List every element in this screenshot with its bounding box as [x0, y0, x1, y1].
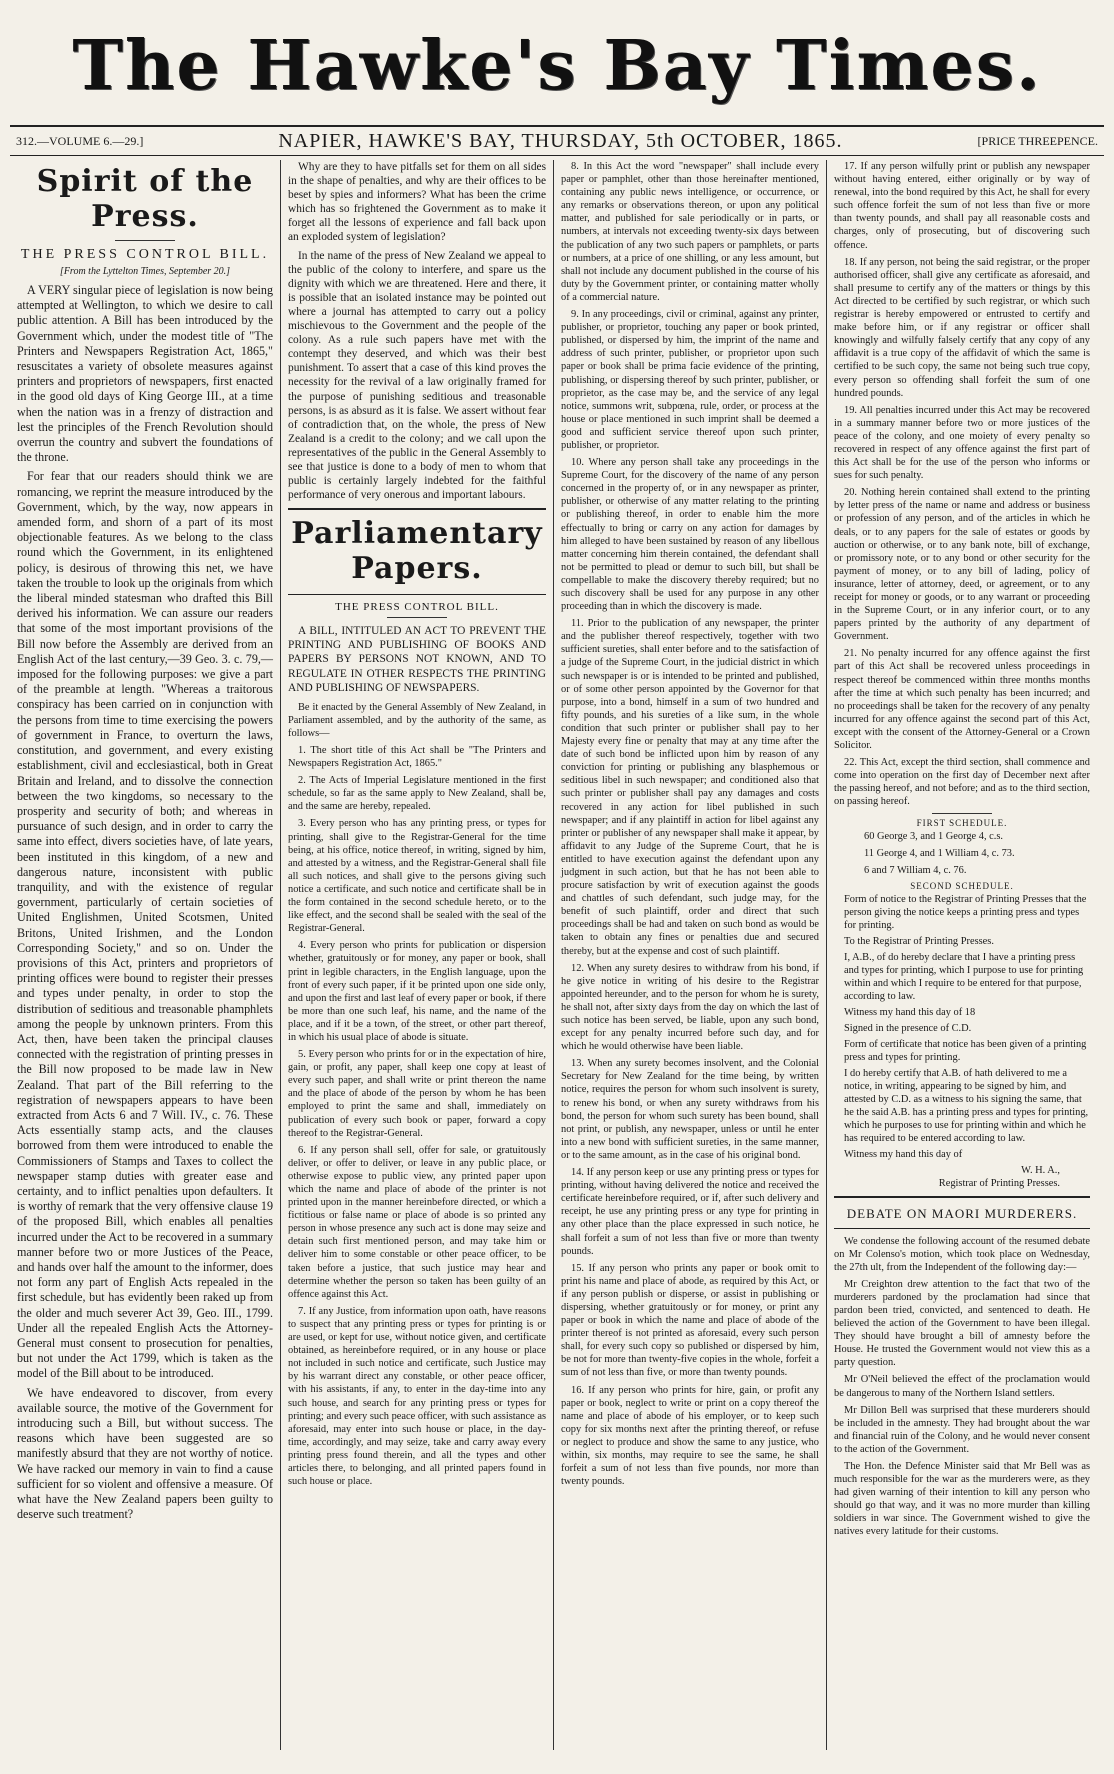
first-schedule-heading: FIRST SCHEDULE. — [916, 817, 1008, 828]
newspaper-page — [10, 10, 1104, 1754]
article-credit: [From the Lyttelton Times, September 20.] — [59, 266, 231, 277]
bill-clause: 16. If any person who prints for hire, gain, or profit any paper or book, neglect to write or print on a copy thereof the name and place of abode of his employer, or to keep such copy for six months next after the printing thereof, or refuse or neglect to produce and show the same to any justice, who within, six months, may require to see the same, he shall forfeit a sum of not less than five pounds, nor more than twenty pounds. — [561, 1384, 819, 1488]
date-bar — [10, 125, 1104, 156]
columns — [10, 160, 1104, 1750]
schedule-act: 6 and 7 William 4, c. 76. — [864, 864, 967, 876]
bill-clause: 18. If any person, not being the said registrar, or the proper authorised officer, shall give any certificate as aforesaid, and shall presume to certify any of the matters or things by this Act directed to be certified by such registrar, or which such registrar is hereby empowered or entrusted to certify and make before him, or if any registrar or officer shall knowingly and wilfully falsely certify that any copy of any affidavit is a true copy of the affidavit of which the same is certified to be such copy, the same not being such true copy, every person so offending shall forfeit the sum of one hundred pounds. — [834, 256, 1090, 399]
price: [PRICE THREEPENCE. — [977, 133, 1098, 148]
schedule-form-line: I do hereby certify that A.B. of hath delivered to me a notice, in writing, appearing to be signed by him, and attested by C.D. as a witness to his signing the same, that he the said A.B. has a printing press and types for printing, which he purposes to use for printing within and which he has required to be entered according to law. — [844, 1067, 1089, 1144]
bill-clause: 17. If any person wilfully print or publish any newspaper without having entered, either originally or by way of renewal, into the bond required by this Act, he shall for every such offence forfeit the sum of not less than five or more than twenty pounds, and shall pay all reasonable costs and charges, only of prosecuting, but of discovering such offence. — [834, 161, 1090, 251]
bill-clause: 8. In this Act the word "newspaper" shall include every paper or pamphlet, other than those hereinafter mentioned, containing any public news intelligence, or occurrence, or any remarks or observations thereon, or upon any political matter, and published for sale periodically or in parts, or numbers, at intervals not exceeding twenty-six days between the publication of any two such papers or pamphlets, or parts or numbers, at a price of one shilling, or any less amount, but shall not include any document published in the course of his duty by the Government printer, or containing matter wholly of a commercial nature. — [561, 161, 819, 303]
section-heading-spirit-of-the-press: Spirit of the Press. — [36, 164, 254, 234]
column-4 — [827, 160, 1097, 1750]
masthead — [10, 10, 1104, 125]
bill-clause: 3. Every person who has any printing press, or types for printing, shall give to the Registrar-General for the time being, at his office, notice thereof, in writing, signed by him, and attested by a witness, and the Registrar-General shall file all such notices, and shall give to the persons giving such notice a certificate, and such notice and certificate shall be in the form contained in the second schedule hereto, or to the like effect, and the second shall be sealed with the seal of the Registrar-General. — [288, 818, 546, 935]
bill-clause: 14. If any person keep or use any printing press or types for printing, without having delivered the notice and received the certificate hereinbefore required, or if, after such delivery and receipt, he use any printing press or any type for printing in any other place than the place expressed in such notice, he shall forfeit a sum of not less than five or more than twenty pounds. — [561, 1167, 819, 1257]
bill-clause: 20. Nothing herein contained shall extend to the printing by letter press of the name or name and address or business or profession of any person, and of the articles in which he deals, or to any papers for the sale of estates or goods by auction or otherwise, or to any bank note, bill of exchange, or promissory note, or to any bond or other security for the payment of money, or to any bill of lading, policy of insurance, letter of attorney, deed, or agreement, or to any receipt for money or goods, or to any warrant or proceeding in the Supreme Court, or in any inferior court, or to any papers printed by the authority of any department of Government. — [834, 487, 1090, 643]
newspaper-title: The Hawke's Bay Times. — [72, 26, 1042, 106]
schedule-form-line: I, A.B., of do hereby declare that I have a printing press and types for printing, which I purpose to use for printing within and which I require to be entered for that purpose, according to law. — [844, 951, 1084, 1002]
bill-clause: 1. The short title of this Act shall be "The Printers and Newspapers Registration Act, 1865." — [288, 745, 546, 770]
article-title: THE PRESS CONTROL BILL. — [20, 247, 270, 262]
bill-clause: 4. Every person who prints for publication or dispersion whether, gratuitously or for money, any paper or book, shall print in legible characters, in the English language, upon the front of every such paper, if it be printed upon one side only, and upon the first and last leaf of every paper or book, if there be more than one such leaf, his name, and the name of the place, and if it be a town, of the street, or other part thereof, in which his usual place of abode is situate. — [288, 940, 546, 1043]
registrar-signature-title: Registrar of Printing Presses. — [938, 1177, 1060, 1189]
debate-paragraph: We condense the following account of the resumed debate on Mr Colenso's motion, which took place on Wednesday, the 27th ult, from the Independent of the following day:— — [834, 1235, 1090, 1273]
debate-paragraph: The Hon. the Defence Minister said that Mr Bell was as much responsible for the war as the murderers were, as they had given warning of their intention to kill any person who should go that way, and it was no more murder than killing soldiers in war since. The Government wished to give the natives every latitude for their customs. — [834, 1461, 1090, 1538]
bill-clause: 22. This Act, except the third section, shall commence and come into operation on the first day of December next after the passing hereof, and not before; and as to the third section, on passing hereof. — [834, 757, 1090, 808]
debate-paragraph: Mr O'Neil believed the effect of the proclamation would be dangerous to many of the Northern Island settlers. — [834, 1374, 1090, 1399]
section-heading-parliamentary-papers: Parliamentary Papers. — [291, 516, 543, 587]
section-box — [834, 1196, 1090, 1229]
bill-clause: 9. In any proceedings, civil or criminal, against any printer, publisher, or proprietor, touching any paper or book printed, published, or dispersed by him, the imprint of the name and address of such printer, publisher, or proprietor upon such paper or book shall be prima facie evidence of the printing, publishing, or dispersing thereof by such printer, publisher, or proprietor, as the case may be, and the service of any legal notice, summons writ, subpœna, rule, order, or process at the house or place mentioned in such imprint shall be deemed a good and sufficient service thereof upon such printer, publisher, or proprietor. — [561, 309, 819, 451]
schedule-form-line: Form of notice to the Registrar of Printing Presses that the person giving the notice keeps a printing press and types for printing. — [844, 893, 1087, 931]
bill-clause: 11. Prior to the publication of any newspaper, the printer and the publisher thereof respectively, together with two sufficient sureties, shall enter before and to the satisfaction of a judge of the Supreme Court, in the judicial district in which such newspaper is or is intended to be printed and published, or of some other person appointed by the Governor for that purpose, into a bond, himself in a sum of two hundred and fifty pounds, and his sureties of a like sum, in the whole condition that such printer or publisher shall pay to her Majesty every fine or penalty that may at any time after the date of such bond be inflicted upon him by reason of any conviction for printing or publishing any blasphemous or seditious libel in such newspaper; and conditioned also that such printer or publisher shall pay any damages and costs recovered in any action for libel published in such newspaper; and if any plaintiff in action for libel against any printer or publisher of any newspaper shall make it appear, by affidavit to any Judge of the Supreme Court, that he is entitled to have execution against the defendant upon any judgment in such action, but that he has not been able to procure satisfaction by writ of execution against the goods and chattles of such defendant, such judge may, for the benefit of such plaintiff, order and direct that such proceedings shall be had and taken on such bond as would be taken to obtain any fines or penalties due and secured thereby, but at the expense and cost of such plaintiff. — [561, 618, 819, 957]
bill-clause: 19. All penalties incurred under this Act may be recovered in a summary manner before two or more justices of the peace of the colony, and one moiety of every penalty so recovered in respect of any offence against the first part of this Act shall be for the use of the person who informs or sues for such penalty. — [834, 404, 1090, 482]
section-box — [288, 508, 546, 595]
bill-clause: 5. Every person who prints for or in the expectation of hire, gain, or profit, any paper, shall keep one copy at least of every such paper, and shall write or print thereon the name and the place of abode of the person by whom he has been employed to print the same and shall, immediately on publication of every such book or paper, forward a copy thereof to the Registrar-General. — [288, 1049, 546, 1139]
column-2 — [281, 160, 553, 1750]
schedule-form-line: Witness my hand this day of 18 — [844, 1006, 976, 1018]
volume-number: 312.—VOLUME 6.—29.] — [16, 133, 144, 148]
bill-clause: 15. If any person who prints any paper or book omit to print his name and place of abode, as required by this Act, or if any person publish or disperse, or assist in publishing or dispersing, whether gratuitously or for money, or print any paper or book in which the name and place of abode of the printer thereof is not printed as aforesaid, every such person shall, for every such copy so published or dispersed by him, be not for more than twenty-five copies in the whole, forfeit a sum of not less than five, or more than twenty pounds. — [561, 1262, 819, 1379]
schedule-form-line: Form of certificate that notice has been given of a printing press and types for printing. — [844, 1038, 1087, 1063]
article-paragraph: A VERY singular piece of legislation is now being attempted at Wellington, to which we desire to call public attention. A Bill has been introduced by the Government which, under the modest title of "The Printers and Newspapers Registration Act, 1865," resuscitates a variety of obsolete measures against printers and proprietors of newspapers, first enacted in the good old days of King George III., at a time when the nation was in a frenzy of distraction and lest the principles of the French Revolution should overrun the country and subvert the foundations of the throne. — [17, 283, 273, 465]
bill-clause: 2. The Acts of Imperial Legislature mentioned in the first schedule, so far as the same apply to New Zealand, shall be, and the same are hereby, repealed. — [288, 775, 546, 813]
divider — [932, 813, 992, 814]
bill-preamble: A BILL, INTITULED AN ACT TO PREVENT THE PRINTING AND PUBLISHING OF BOOKS AND PAPERS BY PERSONS NOT KNOWN, AND TO REGULATE IN OTHER RESPECTS THE PRINTING AND PUBLISHING OF NEWSPAPERS. — [288, 625, 546, 694]
column-1 — [10, 160, 280, 1750]
bill-clause: 21. No penalty incurred for any offence against the first part of this Act shall be recovered unless proceedings in respect thereof be commenced within three months months after the time at which such penalty has been incurred; and no proceedings shall be taken for the recovery of any penalty incurred for any offence against the second part of this Act, except with the consent of the Attorney-General or a Crown Solicitor. — [834, 648, 1090, 752]
debate-title: DEBATE ON MAORI MURDERERS. — [846, 1205, 1078, 1221]
debate-paragraph: Mr Creighton drew attention to the fact that two of the murderers pardoned by the proclamation had since that pardon been tried, convicted, and sentenced to death. He believed the action of the Government to have been illegal. They should have brought a bill of amnesty before the House. He trusted the Government would not view this as a party question. — [834, 1278, 1090, 1369]
bill-clause: 12. When any surety desires to withdraw from his bond, if he give notice in writing of his desire to the Registrar appointed hereunder, and to the person for whom he is surety, he shall not, after sixty days from the day on which the last of such notice has been served, be liable, upon any such bond, except for any penalty incurred before such day, and for which he would otherwise have been liable. — [561, 962, 819, 1053]
divider — [387, 617, 447, 618]
article-paragraph: We have endeavored to discover, from every available source, the motive of the Government for introducing such a Bill, but without success. The reasons which have been suggested are so manifestly absurd that they are not worthy of notice. We have racked our memory in vain to find a cause sufficient for so violent and offensive a measure. Of what have the New Zealand papers been guilty to deserve such treatment? — [17, 1385, 273, 1522]
article-paragraph: For fear that our readers should think we are romancing, we reprint the measure introduced by the Government, which, by the way, now appears in amended form, and shorn of a part of its most objectionable features. As we belong to the class round which the Government, in its enlightened policy, is desirous of throwing this net, we have taken the trouble to look up the originals from which the liberal minded statesman who drafted this Bill derived his information. We can assure our readers that some of the most important provisions of the Bill now before the Assembly are derived from an English Act of the last century,—39 Geo. 3. c. 79,—imposed for the following purposes: we give a part of the preamble at length. "Whereas a traitorous conspiracy has been carried on in conjunction with the persons from time to time exercising the powers of government in France, to overturn the laws, constitution, and government, and every existing establishment, civil and ecclesiastical, both in Great Britain and Ireland, and to dissolve the connection between the two kingdoms, so necessary to the prosperity and security of both; and whereas in pursuance of such design, and in order to carry the same into effect, divers societies have, of late years, been instituted in this kingdom, of a new and dangerous nature, inconsistent with public tranquility, and with the existence of regular government, particularly of certain societies of United Englishmen, United Scotsmen, United Britons, United Irishmen, and the London Corresponding Society," and so on. Under the provisions of this Act, printers and proprietors of printing offices were bound to register their presses and types under penalty, in order to stop the distribution of seditious and treasonable phamphlets among the people by unknown printers. From this Act, then, have been taken the principal clauses connected with the registration of printing presses in the Bill now proposed to be made law in New Zealand. That part of the Bill referring to the registration of newspapers appears to have been extracted from Acts 6 and 7 Will. IV., c. 76. These Acts essentially stamp acts, and the clauses borrowed from them were introduced to enable the Commissioners of Stamps and Taxes to collect the newspaper stamp duties with greater ease and certainty, and to inflict penalties upon defaulters. It is worthy of remark that the very offensive clause 19 of the proposed Bill, which enables all penalties incurred under the Act to be recovered in a summary manner before two or more Justices of the Peace, and hands over half the amount to the informer, does not form any part of English Acts repealed in the first schedule, but has evidently been raked up from the older and much severer Act 39, Geo. III., 1799. Under all the repealed English Acts the Attorney-General must consent to prosecution for penalties, but not under the Act 1799, which is taken as the model of the Bill about to be introduced. — [17, 469, 273, 1381]
divider — [115, 240, 175, 241]
second-schedule-heading: SECOND SCHEDULE. — [910, 880, 1014, 891]
schedule-act: 11 George 4, and 1 William 4, c. 73. — [864, 847, 1015, 859]
article-paragraph: Why are they to have pitfalls set for them on all sides in the shape of penalties, and why are their offices to be beset by spies and informers? What has been the crime which has so frightened the Government as to make it forget all the lessons of experience and fall back upon an exploded system of legislation? — [288, 161, 546, 244]
bill-clause: 13. When any surety becomes insolvent, and the Colonial Secretary for New Zealand for the time being, by written notice, requires the person for whom such insolvent is surety, to renew his bond, or when any surety withdraws from his bond, the person for whom such surety has been bound, shall not print, or publish, any newspaper, unless or until he enter into a new bond with sufficient sureties, in the same manner, or to the same amount, as in the case of his original bond. — [561, 1058, 819, 1161]
registrar-signature-name: W. H. A., — [1021, 1164, 1060, 1176]
bill-title: THE PRESS CONTROL BILL. — [335, 601, 499, 614]
bill-clause: 6. If any person shall sell, offer for sale, or gratuitously deliver, or offer to deliver, or leave in any public place, or otherwise expose to public view, any printed paper upon which the name and place of abode of the printer is not printed upon in the manner hereinbefore directed, or which a fictitious or false name or place of abode is so printed any person in whose presence any such act is done may seize and detain such first mentioned person, and may take him or deliver him to some constable or other peace officer, to be taken before a justice, that such justice may hear and determine whether the person so taken has been guilty of an offence against this Act. — [288, 1144, 546, 1300]
schedule-act: 60 George 3, and 1 George 4, c.s. — [864, 830, 1003, 842]
debate-paragraph: Mr Dillon Bell was surprised that these murderers should be included in the amnesty. They had brought about the war and financial ruin of the Colony, and he would never consent to the action of the Government. — [834, 1404, 1090, 1455]
bill-clause: Be it enacted by the General Assembly of New Zealand, in Parliament assembled, and by the authority of the same, as follows— — [288, 701, 546, 739]
article-paragraph: In the name of the press of New Zealand we appeal to the public of the colony to interfere, and spare us the dignity with which we are threatened. Here and there, it is possible that an isolated instance may be pointed out where a journal has attempted to carry out a policy mischievous to the Government and the people of the colony. As a rule such papers have met with the contempt they deserved, and which was their best punishment. To assert that a case of this kind proves the necessity for the revival of a law originally framed for the purpose of punishing seditious and treasonable persons, is as absurd as it is false. We assert without fear of contradiction that, on the whole, the press of New Zealand is a credit to the colony; and we call upon the representatives of the public in the General Assembly to see that justice is done to a body of men to whom that public is certainly largely indebted for the faithful performance of very onerous and important labours. — [288, 249, 546, 502]
schedule-form-line: To the Registrar of Printing Presses. — [844, 935, 994, 947]
dateline: NAPIER, HAWKE'S BAY, THURSDAY, 5th OCTOBER, 1865. — [278, 129, 843, 152]
column-3 — [554, 160, 826, 1750]
schedule-form-line: Witness my hand this day of — [844, 1148, 963, 1160]
bill-clause: 7. If any Justice, from information upon oath, have reasons to suspect that any printing press or types for printing is or are used, or kept for use, without notice given, and certificate obtained, as hereinbefore required, or in any house or place not included in such notice and certificate, such Justice may by his warrant direct any constable, or other peace officer, with his assistants, if any, to enter in the day-time into any such house, and search for any printing press or types for printing; and every such peace officer, with such assistance as aforesaid, may enter into such house or place, in the day-time, accordingly, and may seize, take and carry away every printing press found therein, and all the types and other articles there, to belonging, and all printed papers found in such house or place. — [288, 1305, 546, 1488]
bill-clause: 10. Where any person shall take any proceedings in the Supreme Court, for the discovery of the name of any person concerned in the property of, or in any newspaper as printer, publisher, or otherwise of any matter relating to the printing or publishing thereof, in order to enable him the more effectually to bring or carry on any action for damages by him alleged to have been sustained by reason of any libellous matter concerning him therein contained, the defendant shall not be permitted to plead or demur to such bill, but shall be compellable to make the discovery thereby required; but no such discovery shall be used for any purpose in any other proceeding than in which the discovery is made. — [561, 457, 819, 613]
schedule-form-line: Signed in the presence of C.D. — [844, 1022, 972, 1034]
